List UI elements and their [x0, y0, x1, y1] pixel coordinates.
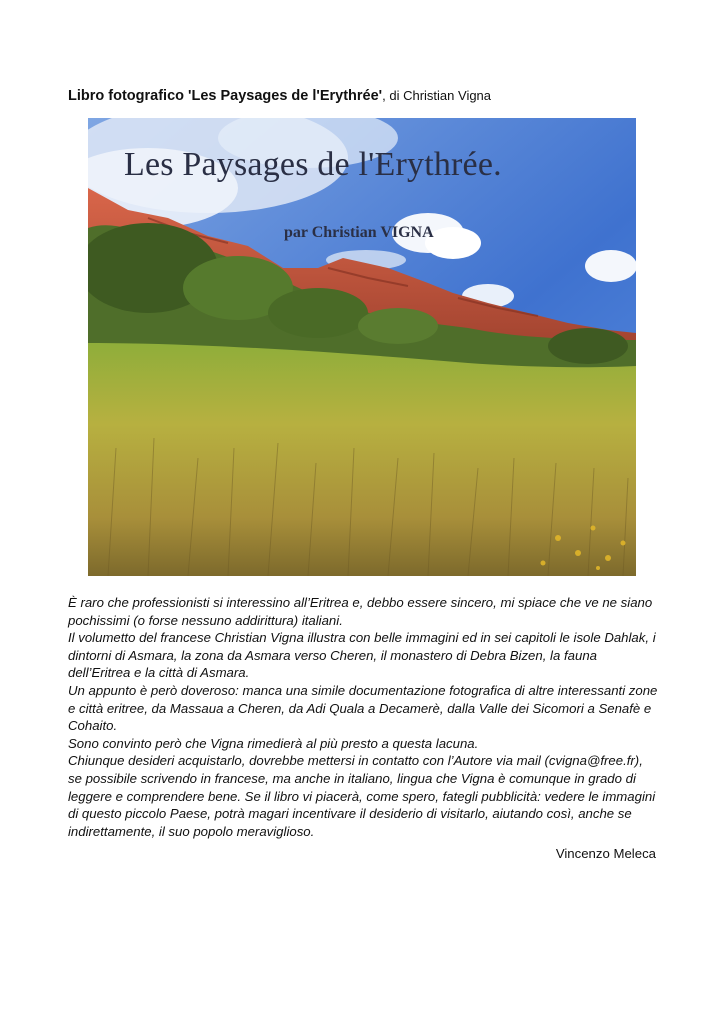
- author-signature: Vincenzo Meleca: [555, 846, 656, 861]
- landscape-illustration: [88, 118, 636, 576]
- article-body: [68, 594, 660, 840]
- paragraph: Il volumetto del francese Christian Vigna illustra con belle immagini ed in sei capitoli le isole Dahlak, i dintorni di Asmara, la zona da Asmara verso Cheren, il monastero di Debra Bizen, la fauna dell’Eritrea e la città di Asmara.: [68, 630, 656, 681]
- page-title-author: , di Christian Vigna: [382, 88, 492, 103]
- paragraph: È raro che professionisti si interessino all’Eritrea e, debbo essere sincero, mi spiace che ve ne siano pochissimi (o forse nessuno addirittura) italiani.: [68, 595, 653, 628]
- paragraph: Sono convinto però che Vigna rimedierà al più presto a questa lacuna.: [68, 735, 479, 751]
- paragraph: Chiunque desideri acquistarlo, dovrebbe mettersi in contatto con l’Autore via mail (cvigna@free.fr), se possibile scrivendo in francese, ma anche in italiano, lingua che Vigna è comunque in grado di leggere e comprendere bene. Se il libro vi piacerà, come spero, fategli pubblicità: vedere le immagini di questo piccolo Paese, potrà magari incentivare il desiderio di visitarlo, aiutando così, anche se indirettamente, il suo popolo meraviglioso.: [68, 753, 656, 839]
- book-cover-image: [88, 118, 636, 576]
- page-title-main: Libro fotografico 'Les Paysages de l'Erythrée': [68, 88, 383, 104]
- cover-subtitle: par Christian VIGNA: [284, 224, 434, 241]
- paragraph: Un appunto è però doveroso: manca una simile documentazione fotografica di altre interessanti zone e città eritree, da Massaua a Cheren, da Adi Quala a Decamerè, dalla Valle dei Sicomori a Senafè e Cohaito.: [68, 682, 658, 734]
- cover-title: Les Paysages de l'Erythrée.: [124, 146, 502, 183]
- page-title: [68, 88, 491, 104]
